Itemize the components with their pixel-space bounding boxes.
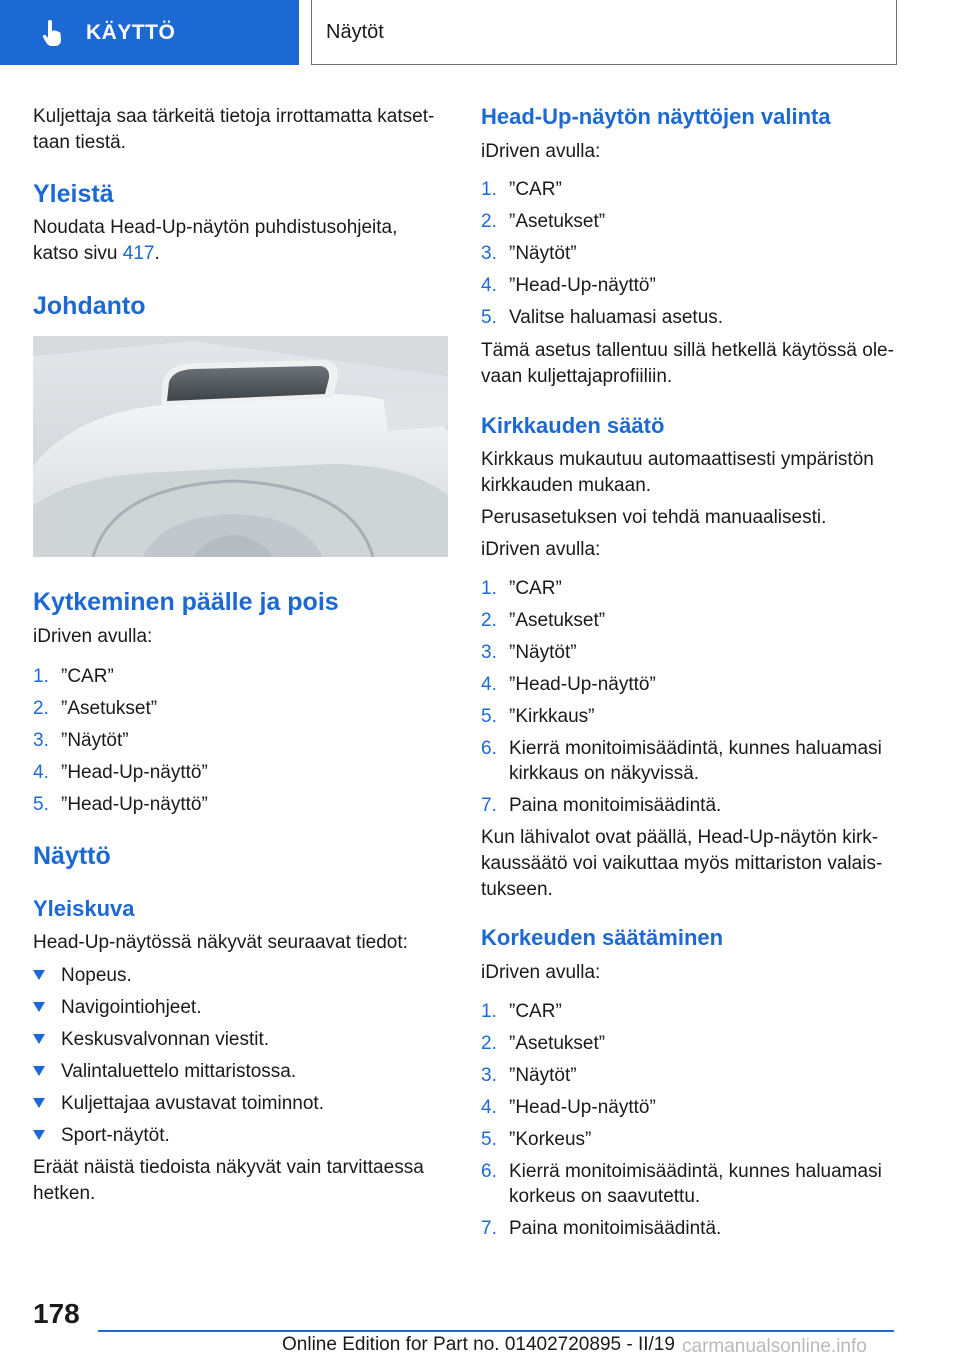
step-number: 1. [481,179,497,200]
triangle-down-icon [33,970,45,980]
step-number: 1. [481,1001,497,1022]
hand-pointer-icon [38,18,68,48]
step-number: 2. [481,211,497,232]
step-text: ”Head-Up-näyttö” [61,794,208,815]
valinta-lead: iDriven avulla: [481,141,601,162]
note-line: Tämä asetus tallentuu sillä hetkellä käytössä ole- [481,340,894,361]
bullet-text: Sport-näytöt. [61,1125,170,1146]
step-number: 3. [481,642,497,663]
step-text: Valitse haluamasi asetus. [509,307,724,328]
kirkkaus-lead: iDriven avulla: [481,539,601,560]
step-text: ”Head-Up-näyttö” [509,674,656,695]
note-line: kaussäätö voi vaikuttaa myös mittariston valais- [481,853,883,874]
note-line: tukseen. [481,879,553,900]
step-text: ”CAR” [509,578,562,599]
step-text: ”Näytöt” [509,642,577,663]
hud-illustration-graphic [33,336,448,557]
naytto-lead: Head-Up-näytössä näkyvät seuraavat tiedot: [33,932,408,953]
triangle-down-icon [33,1034,45,1044]
step-number: 4. [481,674,497,695]
step-number: 2. [481,1033,497,1054]
step-text: ”Asetukset” [509,1033,606,1054]
page-number: 178 [33,1298,80,1329]
step-text: ”CAR” [509,179,562,200]
step-number: 7. [481,795,497,816]
step-number: 4. [481,1097,497,1118]
hud-illustration [33,336,448,557]
valinta-steps [481,177,896,337]
step-text: ”Asetukset” [61,698,158,719]
bullet-text: Keskusvalvonnan viestit. [61,1029,270,1050]
outro-line: hetken. [33,1183,96,1204]
naytto-bullets [33,963,448,1153]
step-text: ”Korkeus” [509,1129,592,1150]
step-number: 5. [481,706,497,727]
footer-rule [98,1330,894,1332]
step-text: ”Näytöt” [509,1065,577,1086]
step-text: Paina monitoimisäädintä. [509,795,722,816]
step-text: ”Näytöt” [509,243,577,264]
korkeus-steps [481,999,896,1244]
step-number: 6. [481,738,497,759]
yleista-text-post: . [154,243,160,264]
step-number: 2. [481,610,497,631]
step-number: 5. [481,307,497,328]
triangle-down-icon [33,1098,45,1108]
section-label: KÄYTTÖ [86,21,176,44]
heading-naytto: Näyttö [33,842,111,870]
step-text [509,736,899,786]
kirkkaus-line: Kirkkaus mukautuu automaattisesti ympäristön [481,449,874,470]
bullet-text: Nopeus. [61,965,132,986]
step-number: 4. [481,275,497,296]
kirkkaus-line: kirkkauden mukaan. [481,475,652,496]
kytkeminen-steps [33,664,448,824]
kytkeminen-lead: iDriven avulla: [33,626,153,647]
naytto-outro [33,1155,448,1207]
intro-line: Kuljettaja saa tärkeitä tietoja irrottamatta katset- [33,106,435,127]
step-number: 4. [33,762,49,783]
korkeus-lead: iDriven avulla: [481,962,601,983]
page-title: Näytöt [326,21,384,43]
triangle-down-icon [33,1002,45,1012]
step-text: ”Näytöt” [61,730,129,751]
note-line: vaan kuljettajaprofiiliin. [481,366,673,387]
intro-text [33,104,448,156]
step-number: 5. [481,1129,497,1150]
kirkkaus-p1 [481,447,896,499]
step-number: 1. [33,666,49,687]
intro-line: taan tiestä. [33,132,126,153]
heading-kirkkaus: Kirkkauden säätö [481,413,665,438]
heading-valinta: Head-Up-näytön näyttöjen valinta [481,104,831,129]
step-number: 3. [481,243,497,264]
yleista-line: Noudata Head-Up-näytön puhdistusohjeita, [33,217,398,238]
triangle-down-icon [33,1130,45,1140]
footer-edition: Online Edition for Part no. 01402720895 - II/19 [282,1334,675,1355]
heading-korkeus: Korkeuden säätäminen [481,925,724,950]
step-text: ”Head-Up-näyttö” [509,275,656,296]
section-tab [0,0,299,65]
step-text-line: kirkkaus on näkyvissä. [509,763,700,784]
step-text-line: korkeus on saavutettu. [509,1186,701,1207]
heading-yleista: Yleistä [33,180,114,208]
bullet-text: Kuljettajaa avustavat toiminnot. [61,1093,324,1114]
step-text: ”Asetukset” [509,610,606,631]
step-number: 2. [33,698,49,719]
heading-johdanto: Johdanto [33,292,146,320]
valinta-note [481,338,896,390]
heading-kytkeminen: Kytkeminen päälle ja pois [33,588,339,616]
kirkkaus-p2: Perusasetuksen voi tehdä manuaalisesti. [481,507,827,528]
step-text: ”Asetukset” [509,211,606,232]
bullet-text: Valintaluettelo mittaristossa. [61,1061,297,1082]
note-line: Kun lähivalot ovat päällä, Head-Up-näytön kirk- [481,827,879,848]
page-title-box [311,0,897,65]
subheading-yleiskuva: Yleiskuva [33,896,135,921]
step-text-line: Kierrä monitoimisäädintä, kunnes haluamasi [509,1161,882,1182]
bullet-text: Navigointiohjeet. [61,997,202,1018]
step-number: 5. [33,794,49,815]
step-text: ”CAR” [61,666,114,687]
yleista-line [33,241,448,267]
step-text: ”Head-Up-näyttö” [509,1097,656,1118]
step-number: 3. [481,1065,497,1086]
step-number: 6. [481,1161,497,1182]
step-text-line: Kierrä monitoimisäädintä, kunnes haluamasi [509,738,882,759]
step-text [509,1159,899,1209]
watermark: carmanualsonline.info [682,1336,867,1357]
page-ref-link[interactable]: 417 [122,243,155,264]
kirkkaus-note [481,825,896,903]
step-text: ”Kirkkaus” [509,706,595,727]
triangle-down-icon [33,1066,45,1076]
kirkkaus-steps [481,576,896,821]
step-text: Paina monitoimisäädintä. [509,1218,722,1239]
step-text: ”Head-Up-näyttö” [61,762,208,783]
yleista-text-pre: katso sivu [33,243,123,264]
step-text: ”CAR” [509,1001,562,1022]
step-number: 1. [481,578,497,599]
outro-line: Eräät näistä tiedoista näkyvät vain tarvittaessa [33,1157,424,1178]
step-number: 3. [33,730,49,751]
yleista-text [33,215,448,267]
step-number: 7. [481,1218,497,1239]
